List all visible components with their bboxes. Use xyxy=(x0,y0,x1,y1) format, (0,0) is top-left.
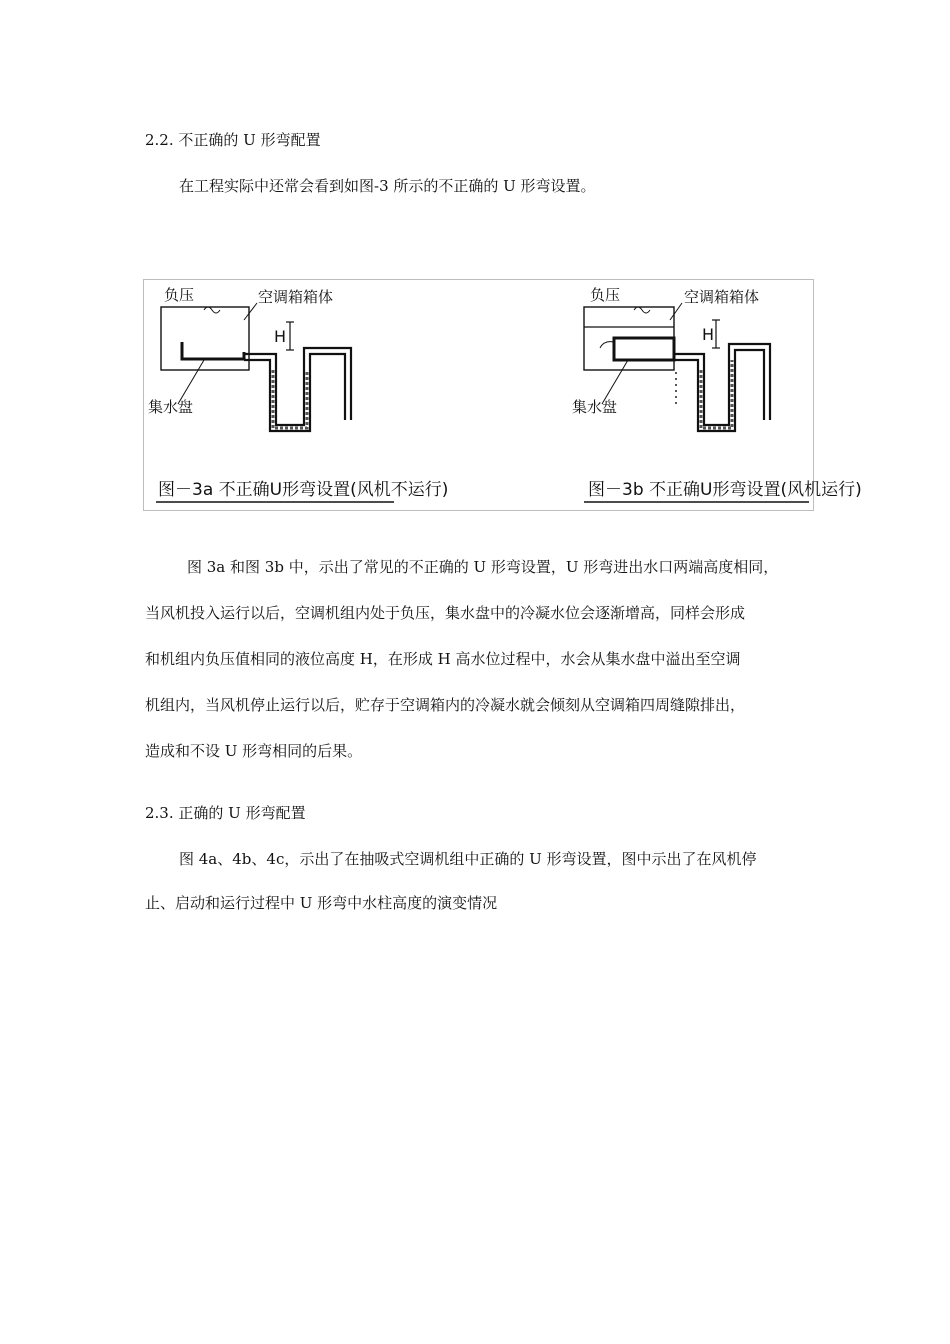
u-trap-water xyxy=(701,360,732,428)
u-trap-pipe-outer xyxy=(674,344,770,425)
pressure-squiggle xyxy=(634,307,650,313)
ahu-box-label: 空调箱箱体 xyxy=(258,288,334,306)
figure-3b-caption: 图－3b 不正确U形弯设置(风机运行) xyxy=(588,480,862,500)
section-heading-2-3: 2.3. 正确的 U 形弯配置 xyxy=(145,804,306,822)
ahu-box-outline xyxy=(161,307,249,370)
u-trap-pipe-inner xyxy=(244,354,345,431)
h-label: H xyxy=(274,327,287,346)
drain-pan xyxy=(614,338,674,360)
paragraph-line: 图 4a、4b、4c，示出了在抽吸式空调机组中正确的 U 形弯设置，图中示出了在风机停 xyxy=(179,850,757,868)
diagram-3a xyxy=(148,286,448,502)
paragraph-line: 当风机投入运行以后，空调机组内处于负压，集水盘中的冷凝水位会逐渐增高，同样会形成 xyxy=(145,604,746,622)
drain-pan xyxy=(182,342,244,359)
paragraph-line: 图 3a 和图 3b 中，示出了常见的不正确的 U 形弯设置，U 形弯进出水口两端高度相同， xyxy=(187,558,779,576)
ahu-label-leader xyxy=(244,303,257,320)
diagram-3b xyxy=(572,286,862,502)
figure-3-drawing xyxy=(144,280,862,510)
drain-pan-label: 集水盘 xyxy=(148,398,194,416)
paragraph-line: 和机组内负压值相同的液位高度 H，在形成 H 高水位过程中，水会从集水盘中溢出至空调 xyxy=(145,650,741,668)
u-trap-pipe-inner xyxy=(674,350,764,431)
section-heading-2-2: 2.2. 不正确的 U 形弯配置 xyxy=(145,131,321,149)
pressure-squiggle xyxy=(204,307,220,313)
ahu-box-label: 空调箱箱体 xyxy=(684,288,760,306)
paragraph-line: 机组内，当风机停止运行以后，贮存于空调箱内的冷凝水就会倾刻从空调箱四周缝隙排出， xyxy=(145,696,746,714)
u-trap-water xyxy=(273,370,307,428)
drain-pan-label: 集水盘 xyxy=(572,398,618,416)
figure-3 xyxy=(143,279,862,511)
paragraph-line: 在工程实际中还常会看到如图-3 所示的不正确的 U 形弯设置。 xyxy=(179,177,596,195)
ahu-label-leader xyxy=(670,303,682,320)
figure-3a-caption: 图－3a 不正确U形弯设置(风机不运行) xyxy=(158,480,449,500)
h-label: H xyxy=(702,325,715,344)
paragraph-line: 止、启动和运行过程中 U 形弯中水柱高度的演变情况 xyxy=(145,894,498,912)
negative-pressure-label: 负压 xyxy=(590,286,621,304)
paragraph-line: 造成和不设 U 形弯相同的后果。 xyxy=(145,742,363,760)
negative-pressure-label: 负压 xyxy=(164,286,195,304)
